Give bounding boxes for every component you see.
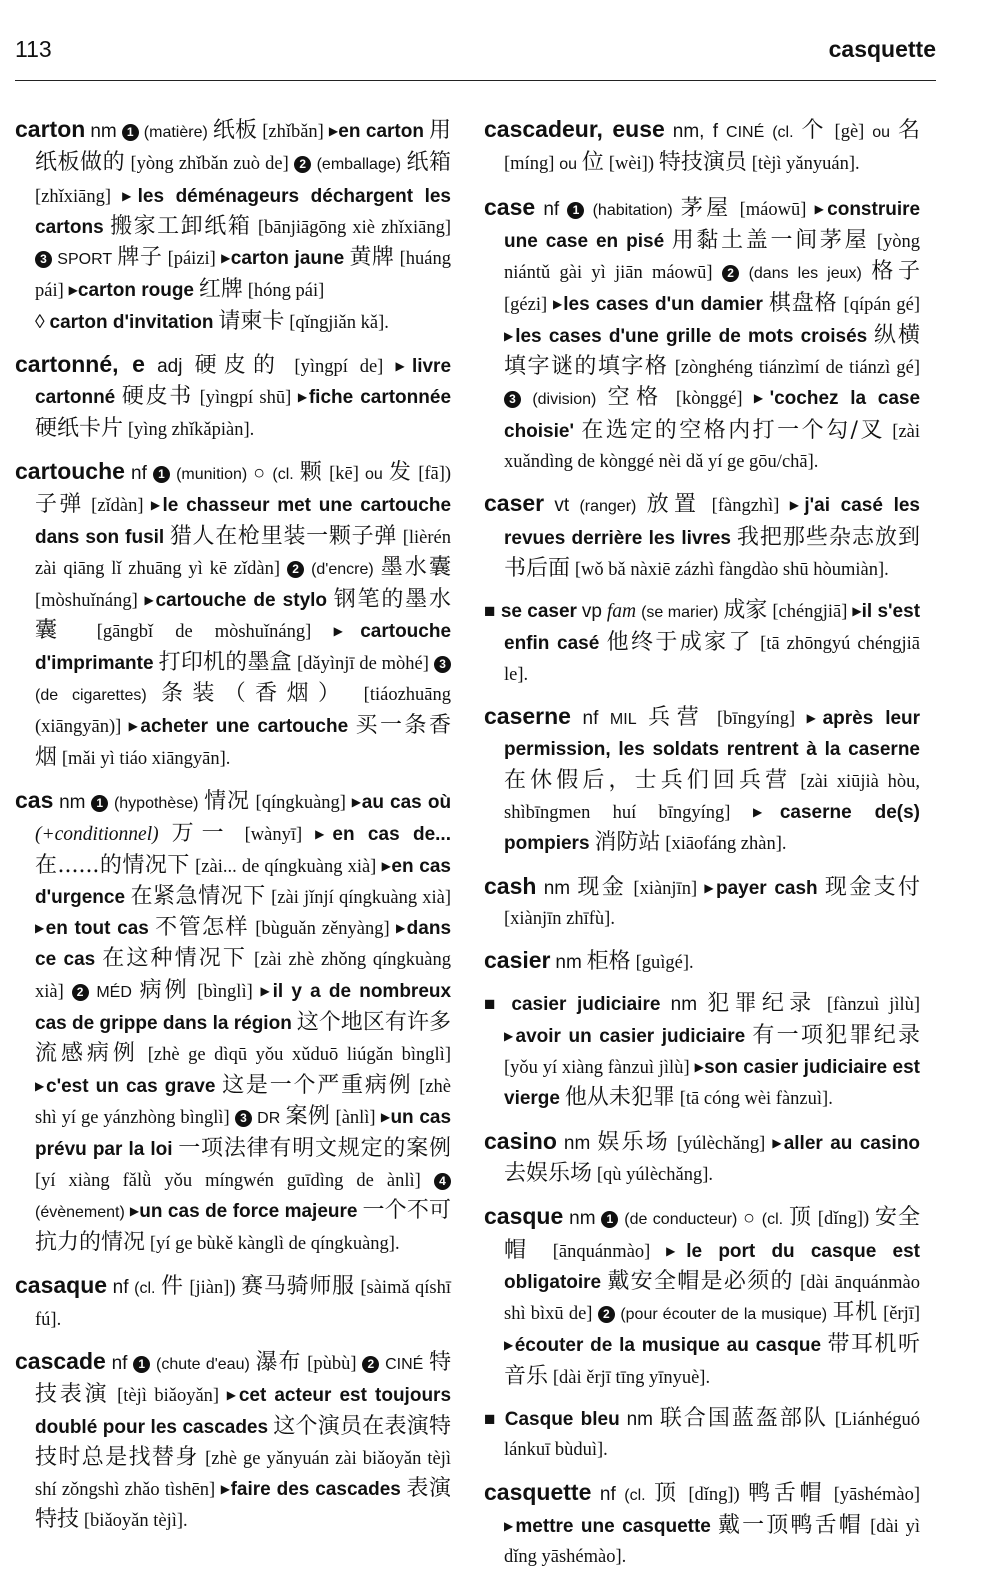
entry-casaque: casaque nf (cl. 件 [jiàn]) 赛马骑师服 [sàimǎ qíshī fú]. <box>15 1272 451 1330</box>
entry-caserne: caserne nf MIL 兵营 [bīngyíng] ▶après leur permission, les soldats rentrent à la caserne 在休假后，士兵们回兵营 [zài xiūjià hòu, shìbīngmen huí bīngyíng] ▶caserne de(s) pompiers 消防站 [xiāofáng zhàn]. <box>484 703 921 856</box>
right-column <box>484 114 920 1583</box>
entry-carton: carton nm 1 (matière) 纸板 [zhǐbǎn] ▶en carton 用纸板做的 [yòng zhǐbǎn zuò de] 2 (emballage) 纸箱 [zhǐxiāng] ▶les déménageurs déchargent les cartons 搬家工卸纸箱 [bānjiāgōng xiè zhǐxiāng] 3 SPORT 牌子 [páizi] ▶carton jaune 黄牌 [huáng pái] ▶carton rouge 红牌 [hóng pái] ◊ carton d'invitation 请柬卡 [qǐngjiǎn kǎ]. <box>15 116 452 334</box>
entry-casque: casque nm 1 (de conducteur) ○ (cl. 顶 [dǐng]) 安全帽 [ānquánmào] ▶le port du casque est obligatoire 戴安全帽是必须的 [dài ānquánmào shì bìxū de] 2 (pour écouter de la musique) 耳机 [ěrjī] ▶écouter de la musique au casque 带耳机听音乐 [dài ěrjī tīng yīnyuè]. <box>484 1203 921 1389</box>
entry-case: case nf 1 (habitation) 茅屋 [máowū] ▶construire une case en pisé 用黏土盖一间茅屋 [yòng niántǔ gài yì jiān máowū] 2 (dans les jeux) 格子 [gézi] ▶les cases d'un damier 棋盘格 [qípán gé] ▶les cases d'une grille de mots croisés 纵横填字谜的填字格 [zònghéng tiánzìmí de tiánzì gé] 3 (division) 空格 [kònggé] ▶'cochez la case choisie' 在选定的空格内打一个勾/叉 [zài xuǎndìng de kònggé nèi dǎ yí ge gōu/chā]. <box>484 193 921 472</box>
subentry-casque-bleu: ■ Casque bleu nm 联合国蓝盔部队 [Liánhéguó lánkuī bùduì]. <box>484 1405 920 1461</box>
entry-cas: cas nm 1 (hypothèse) 情况 [qíngkuàng] ▶au cas où (+conditionnel) 万一 [wànyī] ▶en cas de... 在......的情况下 [zài... de qíngkuàng xià] ▶en cas d'urgence 在紧急情况下 [zài jǐnjí qíngkuàng xià] ▶en tout cas 不管怎样 [bùguǎn zěnyàng] ▶dans ce cas 在这种情况下 [zài zhè zhǒng qíngkuàng xià] 2 MÉD 病例 [bìnglì] ▶il y a de nombreux cas de grippe dans la région 这个地区有许多流感病例 [zhè ge dìqū yǒu xǔduō liúgǎn bìnglì] ▶c'est un cas grave 这是一个严重病例 [zhè shì yí ge yánzhòng bìnglì] 3 DR 案例 [ànlì] ▶un cas prévu par la loi 一项法律有明文规定的案例 [yí xiàng fǎlǜ yǒu míngwén guīdìng de ànlì] 4 (évènement) ▶un cas de force majeure 一个不可抗力的情况 [yí ge bùkě kànglì de qíngkuàng]. <box>15 786 452 1256</box>
entry-casino: casino nm 娱乐场 [yúlèchǎng] ▶aller au casino 去娱乐场 [qù yúlèchǎng]. <box>484 1127 921 1186</box>
entry-cascadeur: cascadeur, euse nm, f CINÉ (cl. 个 [gè] ou 名 [míng] ou 位 [wèi]) 特技演员 [tèjì yǎnyuán]. <box>484 116 921 176</box>
entry-cash: cash nm 现金 [xiànjīn] ▶payer cash 现金支付 [xiànjīn zhīfù]. <box>484 872 921 929</box>
page-header <box>15 30 936 81</box>
entry-cartonne: cartonné, e adj 硬皮的 [yìngpí de] ▶livre cartonné 硬皮书 [yìngpí shū] ▶fiche cartonnée 硬纸卡片 [yìng zhǐkǎpiàn]. <box>15 351 452 441</box>
subentry-se-caser: ■ se caser vp fam (se marier) 成家 [chéngjiā] ▶il s'est enfin casé 他终于成家了 [tā zhōngyú chéngjiā le]. <box>484 598 921 685</box>
subentry-casier-judiciaire: ■ casier judiciaire nm 犯罪纪录 [fànzuì jìlù] ▶avoir un casier judiciaire 有一项犯罪纪录 [yǒu yí xiàng fànzuì jìlù] ▶son casier judiciaire est vierge 他从未犯罪 [tā cóng wèi fànzuì]. <box>484 991 921 1111</box>
entry-caser: caser vt (ranger) 放置 [fàngzhì] ▶j'ai casé les revues derrière les livres 我把那些杂志放到书后面 [wǒ bǎ nàxiē zázhì fàngdào shū hòumiàn]. <box>484 490 920 581</box>
entry-cascade: cascade nf 1 (chute d'eau) 瀑布 [pùbù] 2 CINÉ 特技表演 [tèjì biǎoyǎn] ▶cet acteur est toujours doublé pour les cascades 这个演员在表演特技时总是找替身 [zhè ge yǎnyuán zài biǎoyǎn tèjì shí zǒngshì zhǎo tìshēn] ▶faire des cascades 表演特技 [biǎoyǎn tèjì]. <box>15 1347 452 1533</box>
running-head: casquette <box>828 36 936 62</box>
entry-casquette: casquette nf (cl. 顶 [dǐng]) 鸭舌帽 [yāshémào] ▶mettre une casquette 戴一顶鸭舌帽 [dài yì dǐng yāshémào]. <box>484 1478 921 1568</box>
left-column <box>15 114 451 1548</box>
entry-casier: casier nm 柜格 [guìgé]. <box>484 947 694 975</box>
page-number: 113 <box>15 36 52 62</box>
entry-cartouche: cartouche nf 1 (munition) ○ (cl. 颗 [kē] ou 发 [fā]) 子弹 [zǐdàn] ▶le chasseur met une cartouche dans son fusil 猎人在枪里装一颗子弹 [lièrén zài qiāng lǐ zhuāng yì kē zǐdàn] 2 (d'encre) 墨水囊 [mòshuǐnáng] ▶cartouche de stylo 钢笔的墨水囊 [gāngbǐ de mòshuǐnáng] ▶cartouche d'imprimante 打印机的墨盒 [dǎyìnjī de mòhé] 3 (de cigarettes) 条装（香烟） [tiáozhuāng (xiāngyān)] ▶acheter une cartouche 买一条香烟 [mǎi yì tiáo xiāngyān]. <box>15 457 452 770</box>
